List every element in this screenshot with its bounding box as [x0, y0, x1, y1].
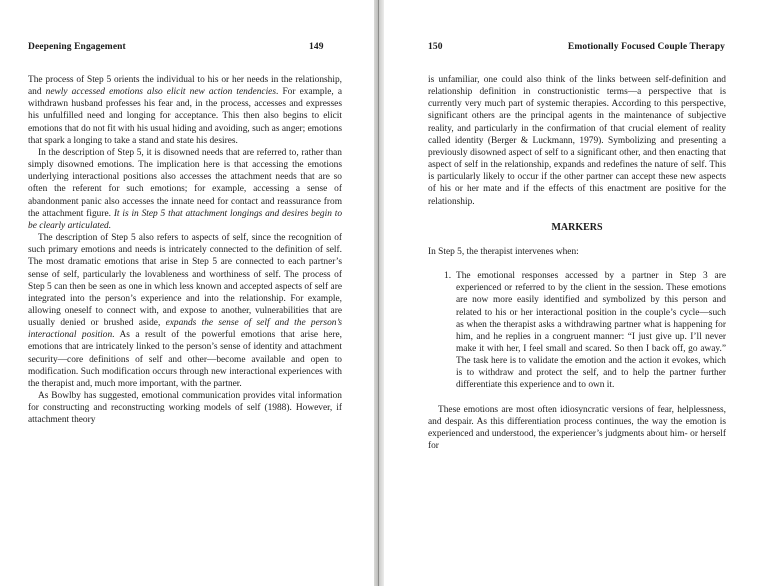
text-run: . For example, a withdrawn husband professes his fear and, in the process, accesses and expresses his unfulfilled need and longing for acceptance. This then also begins to elicit emotions that do not fit with his usual hiding and avoiding, such as anger; emotions that spark a longing to take a stand and state his desires. [28, 87, 342, 146]
numbered-list-item [444, 270, 726, 392]
text-run: The process of Step 5 orients the individual to his or her needs in the relationship, and [28, 75, 342, 98]
list-item-text: The emotional responses accessed by a partner in Step 3 are experienced or referred to by the client in the session. These emotions are now more easily identified and symbolized by this person and related to his or her interactional position in the couple’s cycle—such as when the therapist asks a withdrawing partner what is happening for him, and he replies in a congruent manner: “I just give up. I’ll never make it with her, I feel small and scared. So then I back off, go away.” The task here is to validate the emotion and the action it evokes, which is to withdraw and protect the self, and to help the partner further differentiate this experience and to own it. [456, 271, 726, 391]
body-paragraph: These emotions are most often idiosyncratic versions of fear, helplessness, and despair. As this differentiation process continues, the way the emotion is experienced and understood, the experiencer’s judgments about him- or herself for [428, 404, 726, 452]
running-header-left: Deepening Engagement [28, 42, 126, 52]
book-gutter [374, 0, 384, 586]
right-page [384, 0, 768, 586]
section-heading: MARKERS [551, 221, 603, 233]
left-page [0, 0, 374, 586]
left-body-text [28, 74, 342, 427]
right-body-text [428, 74, 726, 452]
body-paragraph [28, 74, 342, 147]
body-paragraph: is unfamiliar, one could also think of the links between self-definition and relationship definition in constructionistic terms—a perspective that is currently very much part of systemic therapies. According to this perspective, significant others are the principal agents in the maintenance of subjective reality, and particularly in the confirmation of that crucial element of reality called identity (Berger & Luckmann, 1979). Symbolizing and presenting a previously disowned aspect of self to a significant other, and then enacting that aspect of self in the relationship, expands and redefines the nature of self. This is particularly likely to occur if the other partner can accept these new aspects of his or her mate and if the effects of this enactment are positive for the relationship. [428, 75, 726, 207]
text-run: . As a result of the powerful emotions that arise here, emotions that are intricately linked to the person’s sense of identity and attachment security—core definitions of self and other—become available and open to modification. Such modification occurs through new interactional experiences with the therapist and, much more important, with the partner. [28, 330, 342, 389]
text-run: The description of Step 5 also refers to aspects of self, since the recognition of such primary emotions and needs is intricately connected to the definition of self. The most dramatic emotions that arise in Step 5 are connected to each partner’s sense of self, particularly the lovableness and worthiness of self. The process of Step 5 can then be seen as one in which less known and accepted aspects of self are integrated into the person’s experience and into the relationship. For example, allowing oneself to connect with, and expose to another, vulnerabilities that are usually denied or brushed aside, [28, 233, 342, 329]
running-header-right: Emotionally Focused Couple Therapy [567, 42, 725, 52]
italic-text: newly accessed emotions also elicit new action tendencies [45, 87, 276, 98]
page-number-left: 149 [309, 42, 324, 52]
lead-in-text: In Step 5, the therapist intervenes when: [428, 246, 579, 257]
list-number: 1. [444, 271, 452, 282]
text-run: In the description of Step 5, it is disowned needs that are referred to, rather than simply disowned emotions. The implication here is that accessing the emotions underlying interactional positions also accesses the attachment needs that are so often the referent for such emotions; for example, accessing a sense of abandonment panic also accesses the innate need for contact and reassurance from the attachment figure. [28, 147, 342, 219]
body-paragraph [28, 232, 342, 390]
text-run: As Bowlby has suggested, emotional communication provides vital information for constructing and reconstructing working models of self (1988). However, if attachment theory [28, 391, 342, 426]
italic-text: expands the sense of self and the person’s interactional position [28, 318, 343, 341]
body-paragraph [28, 147, 342, 232]
italic-text: It is in Step 5 that attachment longings and desires begin to be clearly articulated. [28, 208, 343, 231]
page-number-right: 150 [428, 42, 443, 52]
body-paragraph [28, 390, 342, 426]
